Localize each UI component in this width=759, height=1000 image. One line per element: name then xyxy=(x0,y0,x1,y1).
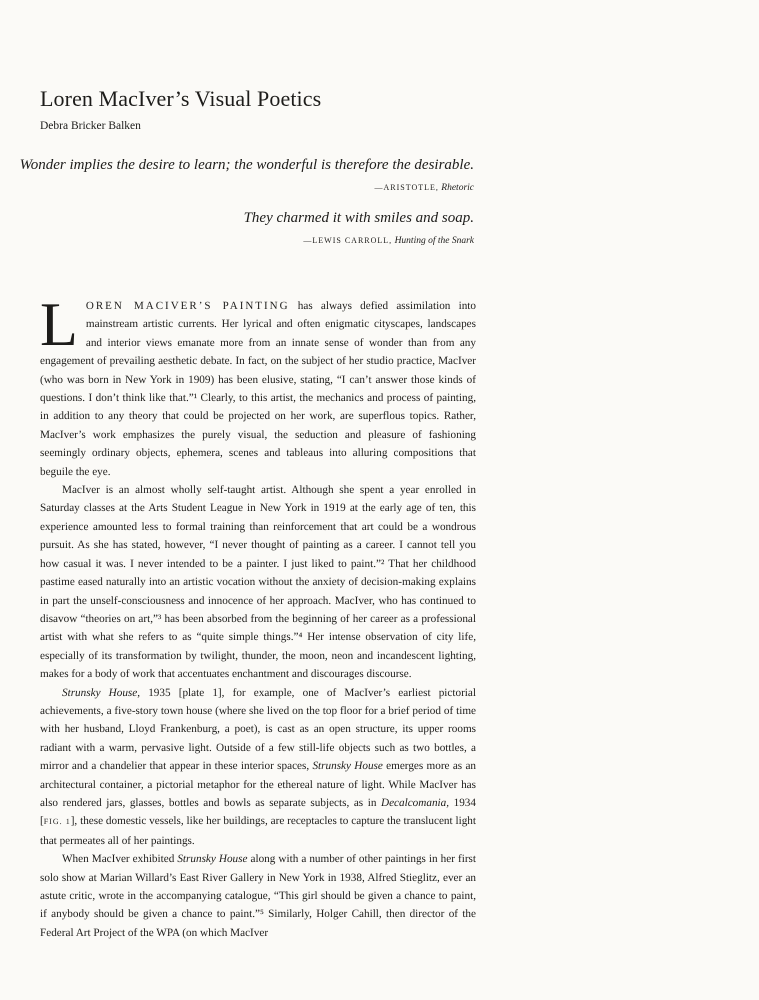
epigraph-work: Rhetoric xyxy=(441,183,474,193)
epigraph-quote: They charmed it with smiles and soap. xyxy=(243,210,474,226)
paragraph-text: ], these domestic vessels, like her buildings, are receptacles to capture the translucent light that permeates all of her paintings. xyxy=(40,815,477,847)
artwork-title: Strunsky House xyxy=(62,686,138,699)
paragraph-2: MacIver is an almost wholly self-taught artist. Although she spent a year enrolled in Saturday classes at the Arts Student League in New York in 1919 at the early age of ten, this experience amounted less to formal training than reinforcement that art could be a wondrous pursuit. As she has stated, however, “I never thought of painting as a career. I cannot tell you how casual it was. I never intended to be a painter. I just liked to paint.”² That her childhood pastime eased naturally into an artistic vocation without the anxiety of decision-making explains in part the unself-consciousness and innocence of her approach. MacIver, who has continued to disavow “theories on art,”³ has been absorbed from the beginning of her career as a professional artist with what she refers to as “quite simple things.”⁴ Her intense observation of city life, especially of its transformation by twilight, thunder, the moon, neon and incandescent lighting, makes for a body of work that accentuates enchantment and discourages discourse. xyxy=(40,484,476,681)
artwork-title: Strunsky House xyxy=(312,760,383,773)
epigraph-work: Hunting of the Snark xyxy=(394,236,474,246)
epigraph-author: —LEWIS CARROLL, xyxy=(303,236,393,245)
artwork-title: Decalcomania, xyxy=(381,796,450,809)
paragraph-text: along with a number of other paintings in her first solo show at Marian Willard’s East River Gallery in New York in 1938, Alfred Stieglitz, ever an astute critic, wrote in the accompanying catalogue, “This girl should be given a chance to paint, if anybody should be given a chance to paint.”⁵ Similarly, Holger Cahill, then director of the Federal Art Project of the WPA (on which MacIver xyxy=(40,853,477,939)
paragraph-3 xyxy=(40,684,476,851)
paragraph-text: When MacIver exhibited xyxy=(62,853,178,866)
epigraph-attribution xyxy=(20,182,474,194)
article-author: Debra Bricker Balken xyxy=(40,120,141,132)
epigraph-aristotle xyxy=(20,156,474,194)
paragraph-text: 1934 [ xyxy=(40,796,476,828)
epigraph-attribution xyxy=(244,235,474,247)
paragraph-1 xyxy=(40,291,476,481)
drop-cap: L xyxy=(40,291,78,359)
paragraph-text: has always defied assimilation into mainstream artistic currents. Her lyrical and often enigmatic cityscapes, landscapes and interior views emanate more from an innate sense of wonder than from any engagement of prevailing aesthetic debate. In fact, on the subject of her studio practice, MacIver (who was born in New York in 1909) has been elusive, stating, “I can’t answer those kinds of questions. I don’t think like that.”¹ Clearly, to this artist, the mechanics and process of painting, in addition to any theory that could be projected on her work, are superflous topics. Rather, MacIver’s work emphasizes the purely visual, the seduction and pleasure of fashioning seemingly ordinary objects, ephemera, scenes and tableaus into alluring compositions that beguile the eye. xyxy=(40,300,476,478)
article-body xyxy=(40,291,477,942)
paragraph-text: emerges more as an architectural container, a pictorial metaphor for the ethereal nature of light. While MacIver has also rendered jars, glasses, bottles and bowls as separate subjects, as in xyxy=(40,760,476,809)
figure-reference: FIG. 1 xyxy=(43,817,71,827)
epigraph-carroll xyxy=(244,209,474,247)
article-title: Loren MacIver’s Visual Poetics xyxy=(40,86,322,111)
epigraph-author: —ARISTOTLE, xyxy=(374,183,439,192)
paragraph-4 xyxy=(40,850,476,942)
epigraph-quote: Wonder implies the desire to learn; the wonderful is therefore the desirable. xyxy=(19,157,474,173)
lead-in-smallcaps: OREN MACIVER’S PAINTING xyxy=(85,300,290,312)
paragraph-text: , 1935 [plate 1], for example, one of MacIver’s earliest pictorial achievements, a five-story town house (where she lived on the top floor for a brief period of time with her husband, Lloyd Frankenburg, a poet), is cast as an open structure, its upper rooms radiant with a warm, pervasive light. Outside of a few still-life objects such as two bottles, a mirror and a chandelier that appear in these interior spaces, xyxy=(40,686,476,773)
artwork-title: Strunsky House xyxy=(177,853,248,866)
